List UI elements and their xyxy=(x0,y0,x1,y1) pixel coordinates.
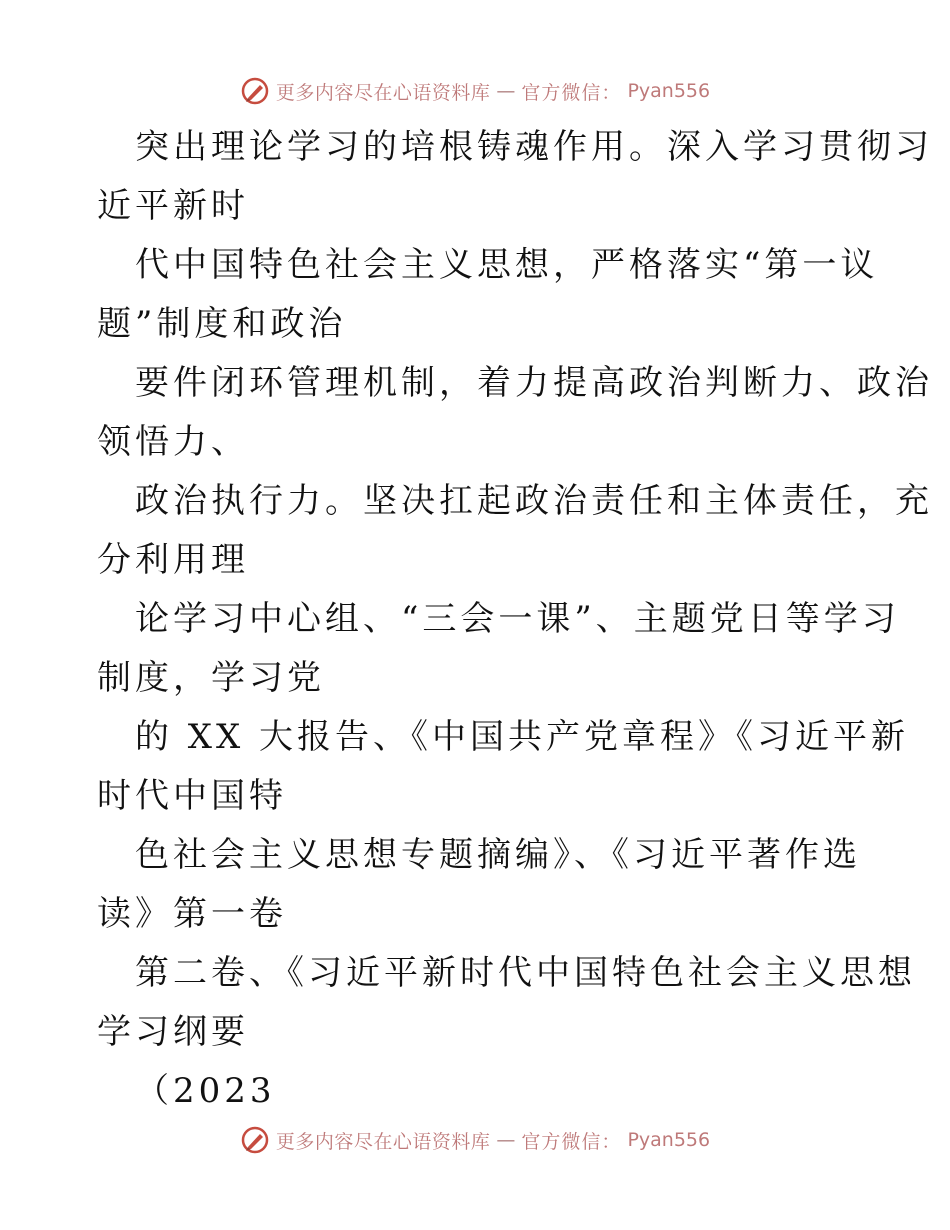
watermark-wechat-label: 官方微信： xyxy=(521,81,622,104)
footer-watermark xyxy=(0,1120,950,1160)
paragraph xyxy=(97,1062,857,1121)
paragraph-line: 制度，学习党 xyxy=(97,658,325,698)
paragraph-line: 分利用理 xyxy=(97,540,249,580)
paragraph xyxy=(97,354,933,472)
watermark-wechat-id: Pyan556 xyxy=(627,80,711,102)
pen-seal-icon xyxy=(240,1125,270,1155)
watermark-separator: — xyxy=(496,80,516,102)
paragraph-line: 时代中国特 xyxy=(97,776,287,816)
watermark-separator: — xyxy=(496,1129,516,1151)
watermark-site-text: 更多内容尽在心语资料库 xyxy=(275,1130,491,1153)
paragraph xyxy=(97,590,900,708)
watermark-site-text: 更多内容尽在心语资料库 xyxy=(275,81,491,104)
paragraph-line: 要件闭环管理机制，着力提高政治判断力、政治 xyxy=(135,363,933,403)
paragraph xyxy=(97,118,933,236)
paragraph xyxy=(97,472,933,590)
header-watermark xyxy=(0,71,950,111)
paragraph-line: 论学习中心组、“三会一课”、主题党日等学习 xyxy=(135,599,900,639)
document-body xyxy=(97,118,933,1121)
paragraph-line: 读》第一卷 xyxy=(97,894,287,934)
watermark-wechat-label: 官方微信： xyxy=(521,1130,622,1153)
watermark-wechat-id: Pyan556 xyxy=(627,1129,711,1151)
paragraph-line: 突出理论学习的培根铸魂作用。深入学习贯彻习 xyxy=(135,127,933,167)
paragraph-line: 的 XX 大报告、《中国共产党章程》《习近平新 xyxy=(135,717,910,757)
paragraph-line: 题”制度和政治 xyxy=(97,304,347,344)
paragraph xyxy=(97,236,879,354)
paragraph xyxy=(97,708,910,826)
paragraph xyxy=(97,944,916,1062)
paragraph-line: 领悟力、 xyxy=(97,422,249,462)
paragraph-line: 代中国特色社会主义思想，严格落实“第一议 xyxy=(135,245,879,285)
paragraph-line: 学习纲要 xyxy=(97,1012,249,1052)
paragraph-line: 政治执行力。坚决扛起政治责任和主体责任，充 xyxy=(135,481,933,521)
paragraph xyxy=(97,826,861,944)
paragraph-line: （2023 xyxy=(135,1071,276,1111)
paragraph-line: 色社会主义思想专题摘编》、《习近平著作选 xyxy=(135,835,861,875)
paragraph-line: 近平新时 xyxy=(97,186,249,226)
pen-seal-icon xyxy=(240,76,270,106)
paragraph-line: 第二卷、《习近平新时代中国特色社会主义思想 xyxy=(135,953,916,993)
